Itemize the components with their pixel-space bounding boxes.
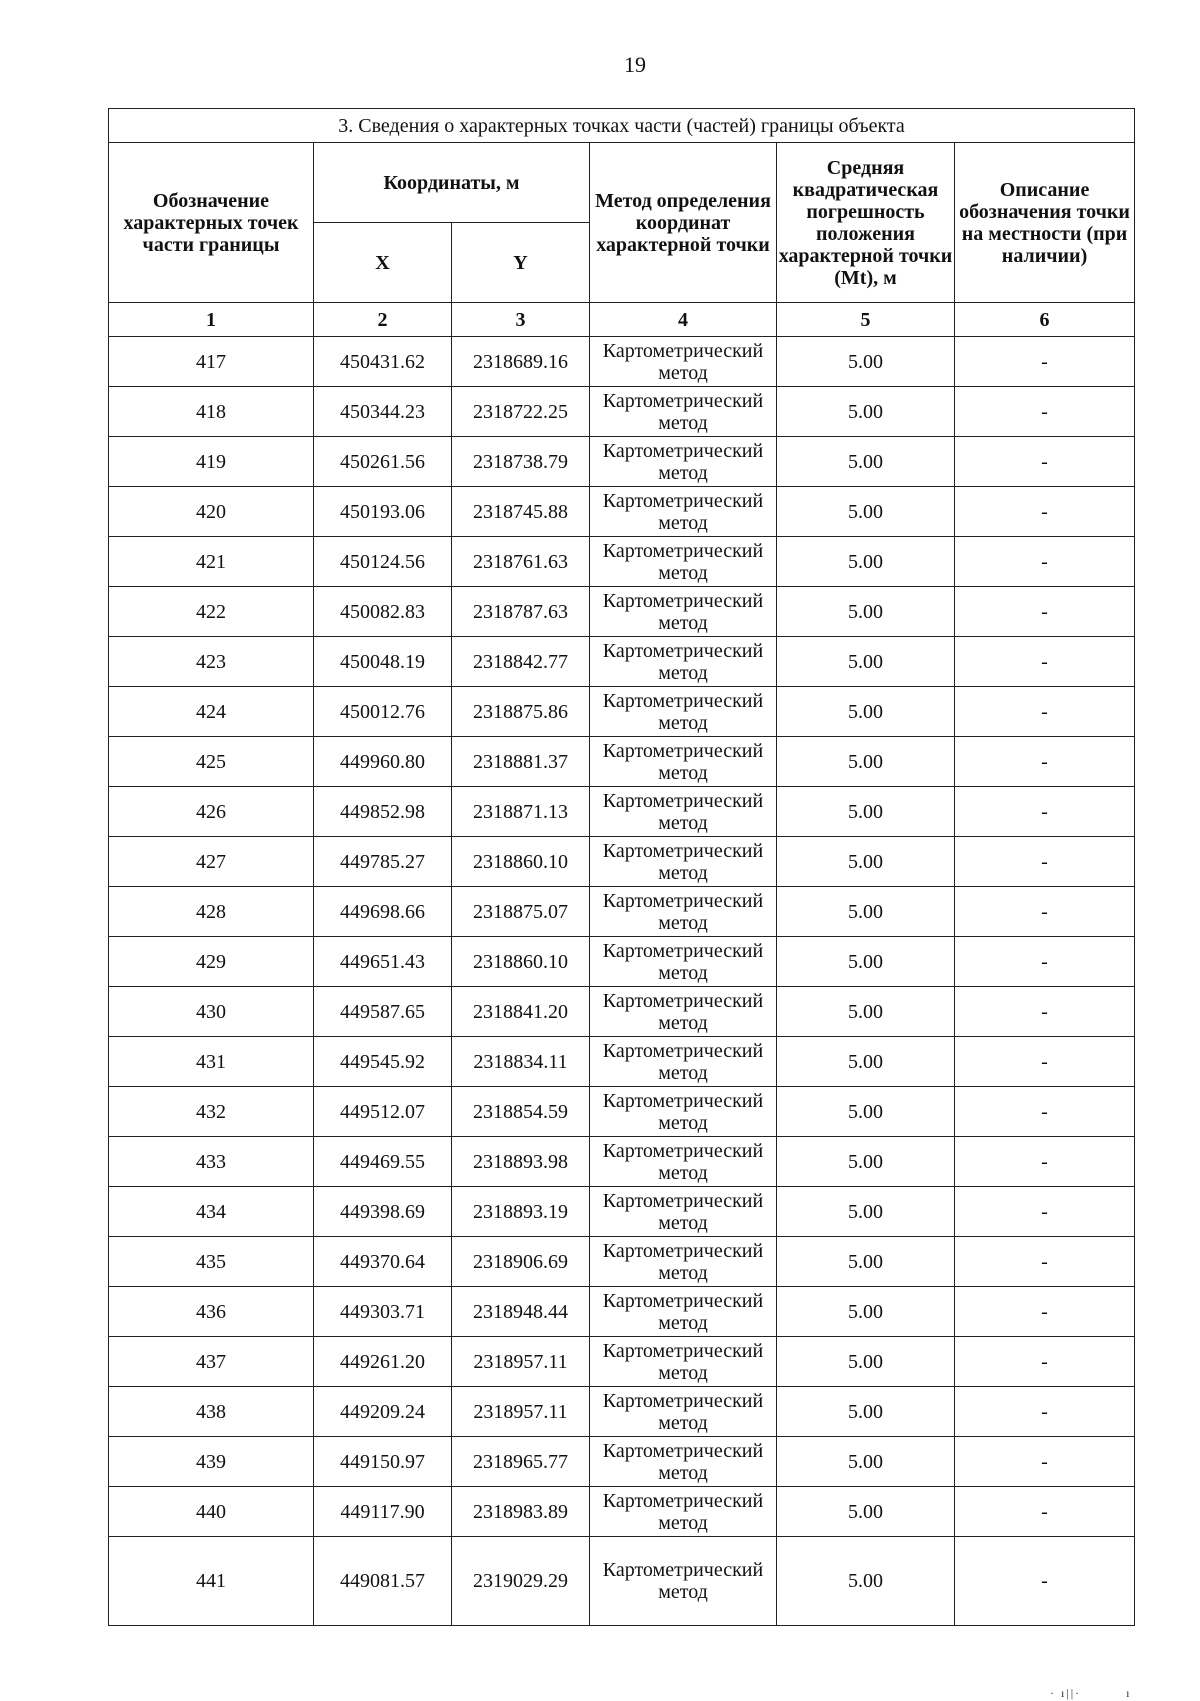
y-coordinate-cell: 2318965.77 bbox=[452, 1437, 590, 1487]
x-coordinate-cell: 450344.23 bbox=[314, 387, 452, 437]
x-coordinate-cell: 450012.76 bbox=[314, 687, 452, 737]
method-cell: Картометрический метод bbox=[590, 1037, 777, 1087]
point-id-cell: 420 bbox=[109, 487, 314, 537]
point-id-cell: 426 bbox=[109, 787, 314, 837]
x-coordinate-cell: 449785.27 bbox=[314, 837, 452, 887]
method-cell: Картометрический метод bbox=[590, 387, 777, 437]
header-description: Описание обозначения точки на местности (при наличии) bbox=[955, 143, 1135, 303]
y-coordinate-cell: 2318834.11 bbox=[452, 1037, 590, 1087]
table-row bbox=[109, 1237, 1135, 1287]
point-id-cell: 440 bbox=[109, 1487, 314, 1537]
point-id-cell: 421 bbox=[109, 537, 314, 587]
error-cell: 5.00 bbox=[777, 637, 955, 687]
point-id-cell: 433 bbox=[109, 1137, 314, 1187]
y-coordinate-cell: 2318957.11 bbox=[452, 1337, 590, 1387]
method-cell: Картометрический метод bbox=[590, 337, 777, 387]
description-cell: - bbox=[955, 487, 1135, 537]
header-error: Средняя квадратическая погрешность положения характерной точки (Mt), м bbox=[777, 143, 955, 303]
point-id-cell: 438 bbox=[109, 1387, 314, 1437]
point-id-cell: 419 bbox=[109, 437, 314, 487]
method-cell: Картометрический метод bbox=[590, 737, 777, 787]
point-id-cell: 430 bbox=[109, 987, 314, 1037]
table-row bbox=[109, 637, 1135, 687]
error-cell: 5.00 bbox=[777, 687, 955, 737]
description-cell: - bbox=[955, 1037, 1135, 1087]
x-coordinate-cell: 449370.64 bbox=[314, 1237, 452, 1287]
table-row bbox=[109, 1087, 1135, 1137]
x-coordinate-cell: 450261.56 bbox=[314, 437, 452, 487]
table-row bbox=[109, 1487, 1135, 1537]
error-cell: 5.00 bbox=[777, 1087, 955, 1137]
method-cell: Картометрический метод bbox=[590, 1237, 777, 1287]
error-cell: 5.00 bbox=[777, 337, 955, 387]
table-row bbox=[109, 1037, 1135, 1087]
x-coordinate-cell: 450124.56 bbox=[314, 537, 452, 587]
method-cell: Картометрический метод bbox=[590, 1137, 777, 1187]
x-coordinate-cell: 450048.19 bbox=[314, 637, 452, 687]
method-cell: Картометрический метод bbox=[590, 1187, 777, 1237]
error-cell: 5.00 bbox=[777, 437, 955, 487]
y-coordinate-cell: 2318745.88 bbox=[452, 487, 590, 537]
table-row bbox=[109, 387, 1135, 437]
table-row bbox=[109, 737, 1135, 787]
description-cell: - bbox=[955, 387, 1135, 437]
header-x: X bbox=[314, 223, 452, 303]
point-id-cell: 423 bbox=[109, 637, 314, 687]
method-cell: Картометрический метод bbox=[590, 1337, 777, 1387]
error-cell: 5.00 bbox=[777, 1137, 955, 1187]
column-number: 6 bbox=[955, 303, 1135, 337]
column-number: 2 bbox=[314, 303, 452, 337]
column-number: 1 bbox=[109, 303, 314, 337]
y-coordinate-cell: 2318738.79 bbox=[452, 437, 590, 487]
point-id-cell: 435 bbox=[109, 1237, 314, 1287]
error-cell: 5.00 bbox=[777, 1387, 955, 1437]
x-coordinate-cell: 449545.92 bbox=[314, 1037, 452, 1087]
error-cell: 5.00 bbox=[777, 587, 955, 637]
method-cell: Картометрический метод bbox=[590, 1287, 777, 1337]
description-cell: - bbox=[955, 587, 1135, 637]
table-row bbox=[109, 687, 1135, 737]
table-row bbox=[109, 487, 1135, 537]
y-coordinate-cell: 2318875.07 bbox=[452, 887, 590, 937]
table-row bbox=[109, 437, 1135, 487]
point-id-cell: 434 bbox=[109, 1187, 314, 1237]
y-coordinate-cell: 2318722.25 bbox=[452, 387, 590, 437]
error-cell: 5.00 bbox=[777, 987, 955, 1037]
point-id-cell: 424 bbox=[109, 687, 314, 737]
y-coordinate-cell: 2318906.69 bbox=[452, 1237, 590, 1287]
column-number: 4 bbox=[590, 303, 777, 337]
table-row bbox=[109, 987, 1135, 1037]
table-row bbox=[109, 1337, 1135, 1387]
y-coordinate-cell: 2318689.16 bbox=[452, 337, 590, 387]
point-id-cell: 437 bbox=[109, 1337, 314, 1387]
y-coordinate-cell: 2318860.10 bbox=[452, 837, 590, 887]
y-coordinate-cell: 2318841.20 bbox=[452, 987, 590, 1037]
description-cell: - bbox=[955, 1187, 1135, 1237]
description-cell: - bbox=[955, 1287, 1135, 1337]
method-cell: Картометрический метод bbox=[590, 887, 777, 937]
point-id-cell: 439 bbox=[109, 1437, 314, 1487]
method-cell: Картометрический метод bbox=[590, 837, 777, 887]
description-cell: - bbox=[955, 1537, 1135, 1626]
point-id-cell: 425 bbox=[109, 737, 314, 787]
error-cell: 5.00 bbox=[777, 1187, 955, 1237]
error-cell: 5.00 bbox=[777, 1287, 955, 1337]
error-cell: 5.00 bbox=[777, 1537, 955, 1626]
x-coordinate-cell: 449651.43 bbox=[314, 937, 452, 987]
description-cell: - bbox=[955, 637, 1135, 687]
point-id-cell: 431 bbox=[109, 1037, 314, 1087]
method-cell: Картометрический метод bbox=[590, 437, 777, 487]
x-coordinate-cell: 449852.98 bbox=[314, 787, 452, 837]
description-cell: - bbox=[955, 1137, 1135, 1187]
x-coordinate-cell: 450193.06 bbox=[314, 487, 452, 537]
header-method: Метод определения координат характерной точки bbox=[590, 143, 777, 303]
x-coordinate-cell: 449081.57 bbox=[314, 1537, 452, 1626]
description-cell: - bbox=[955, 987, 1135, 1037]
method-cell: Картометрический метод bbox=[590, 487, 777, 537]
x-coordinate-cell: 449303.71 bbox=[314, 1287, 452, 1337]
method-cell: Картометрический метод bbox=[590, 1487, 777, 1537]
boundary-points-table bbox=[108, 108, 1135, 1626]
error-cell: 5.00 bbox=[777, 837, 955, 887]
x-coordinate-cell: 449587.65 bbox=[314, 987, 452, 1037]
table-row bbox=[109, 1137, 1135, 1187]
error-cell: 5.00 bbox=[777, 787, 955, 837]
table-row bbox=[109, 937, 1135, 987]
description-cell: - bbox=[955, 837, 1135, 887]
point-id-cell: 418 bbox=[109, 387, 314, 437]
table-row bbox=[109, 537, 1135, 587]
table-row bbox=[109, 1287, 1135, 1337]
x-coordinate-cell: 449261.20 bbox=[314, 1337, 452, 1387]
error-cell: 5.00 bbox=[777, 737, 955, 787]
error-cell: 5.00 bbox=[777, 487, 955, 537]
description-cell: - bbox=[955, 1487, 1135, 1537]
y-coordinate-cell: 2318893.98 bbox=[452, 1137, 590, 1187]
y-coordinate-cell: 2318860.10 bbox=[452, 937, 590, 987]
error-cell: 5.00 bbox=[777, 1037, 955, 1087]
page-number: 19 bbox=[624, 52, 646, 77]
table-row bbox=[109, 1187, 1135, 1237]
scan-mark: · ı||· ı bbox=[1050, 1686, 1132, 1700]
x-coordinate-cell: 449398.69 bbox=[314, 1187, 452, 1237]
table-row bbox=[109, 337, 1135, 387]
point-id-cell: 436 bbox=[109, 1287, 314, 1337]
error-cell: 5.00 bbox=[777, 387, 955, 437]
y-coordinate-cell: 2318983.89 bbox=[452, 1487, 590, 1537]
table-row bbox=[109, 1537, 1135, 1626]
x-coordinate-cell: 449512.07 bbox=[314, 1087, 452, 1137]
point-id-cell: 432 bbox=[109, 1087, 314, 1137]
description-cell: - bbox=[955, 687, 1135, 737]
table-row bbox=[109, 1387, 1135, 1437]
table-row bbox=[109, 787, 1135, 837]
y-coordinate-cell: 2318761.63 bbox=[452, 537, 590, 587]
method-cell: Картометрический метод bbox=[590, 537, 777, 587]
section-title: 3. Сведения о характерных точках части (частей) границы объекта bbox=[109, 109, 1135, 143]
point-id-cell: 428 bbox=[109, 887, 314, 937]
table-row bbox=[109, 837, 1135, 887]
y-coordinate-cell: 2318854.59 bbox=[452, 1087, 590, 1137]
description-cell: - bbox=[955, 537, 1135, 587]
x-coordinate-cell: 450431.62 bbox=[314, 337, 452, 387]
y-coordinate-cell: 2318881.37 bbox=[452, 737, 590, 787]
description-cell: - bbox=[955, 737, 1135, 787]
method-cell: Картометрический метод bbox=[590, 1437, 777, 1487]
error-cell: 5.00 bbox=[777, 887, 955, 937]
description-cell: - bbox=[955, 1237, 1135, 1287]
column-number: 3 bbox=[452, 303, 590, 337]
table-body bbox=[109, 337, 1135, 1626]
method-cell: Картометрический метод bbox=[590, 587, 777, 637]
header-coordinates: Координаты, м bbox=[314, 143, 590, 223]
description-cell: - bbox=[955, 937, 1135, 987]
y-coordinate-cell: 2318893.19 bbox=[452, 1187, 590, 1237]
x-coordinate-cell: 449469.55 bbox=[314, 1137, 452, 1187]
table-row bbox=[109, 1437, 1135, 1487]
x-coordinate-cell: 449960.80 bbox=[314, 737, 452, 787]
description-cell: - bbox=[955, 337, 1135, 387]
description-cell: - bbox=[955, 1437, 1135, 1487]
table-row bbox=[109, 887, 1135, 937]
header-designation: Обозначение характерных точек части границы bbox=[109, 143, 314, 303]
point-id-cell: 427 bbox=[109, 837, 314, 887]
x-coordinate-cell: 450082.83 bbox=[314, 587, 452, 637]
description-cell: - bbox=[955, 1387, 1135, 1437]
method-cell: Картометрический метод bbox=[590, 1537, 777, 1626]
column-number: 5 bbox=[777, 303, 955, 337]
method-cell: Картометрический метод bbox=[590, 937, 777, 987]
method-cell: Картометрический метод bbox=[590, 687, 777, 737]
table-row bbox=[109, 587, 1135, 637]
point-id-cell: 429 bbox=[109, 937, 314, 987]
error-cell: 5.00 bbox=[777, 1337, 955, 1387]
error-cell: 5.00 bbox=[777, 1437, 955, 1487]
method-cell: Картометрический метод bbox=[590, 637, 777, 687]
x-coordinate-cell: 449209.24 bbox=[314, 1387, 452, 1437]
error-cell: 5.00 bbox=[777, 1487, 955, 1537]
y-coordinate-cell: 2318948.44 bbox=[452, 1287, 590, 1337]
y-coordinate-cell: 2318957.11 bbox=[452, 1387, 590, 1437]
x-coordinate-cell: 449150.97 bbox=[314, 1437, 452, 1487]
y-coordinate-cell: 2318842.77 bbox=[452, 637, 590, 687]
description-cell: - bbox=[955, 1087, 1135, 1137]
error-cell: 5.00 bbox=[777, 537, 955, 587]
description-cell: - bbox=[955, 787, 1135, 837]
method-cell: Картометрический метод bbox=[590, 1387, 777, 1437]
point-id-cell: 422 bbox=[109, 587, 314, 637]
column-number-row bbox=[109, 303, 1135, 337]
x-coordinate-cell: 449698.66 bbox=[314, 887, 452, 937]
point-id-cell: 441 bbox=[109, 1537, 314, 1626]
description-cell: - bbox=[955, 1337, 1135, 1387]
error-cell: 5.00 bbox=[777, 1237, 955, 1287]
header-y: Y bbox=[452, 223, 590, 303]
y-coordinate-cell: 2319029.29 bbox=[452, 1537, 590, 1626]
method-cell: Картометрический метод bbox=[590, 1087, 777, 1137]
y-coordinate-cell: 2318871.13 bbox=[452, 787, 590, 837]
y-coordinate-cell: 2318787.63 bbox=[452, 587, 590, 637]
point-id-cell: 417 bbox=[109, 337, 314, 387]
x-coordinate-cell: 449117.90 bbox=[314, 1487, 452, 1537]
description-cell: - bbox=[955, 437, 1135, 487]
y-coordinate-cell: 2318875.86 bbox=[452, 687, 590, 737]
method-cell: Картометрический метод bbox=[590, 987, 777, 1037]
error-cell: 5.00 bbox=[777, 937, 955, 987]
method-cell: Картометрический метод bbox=[590, 787, 777, 837]
description-cell: - bbox=[955, 887, 1135, 937]
